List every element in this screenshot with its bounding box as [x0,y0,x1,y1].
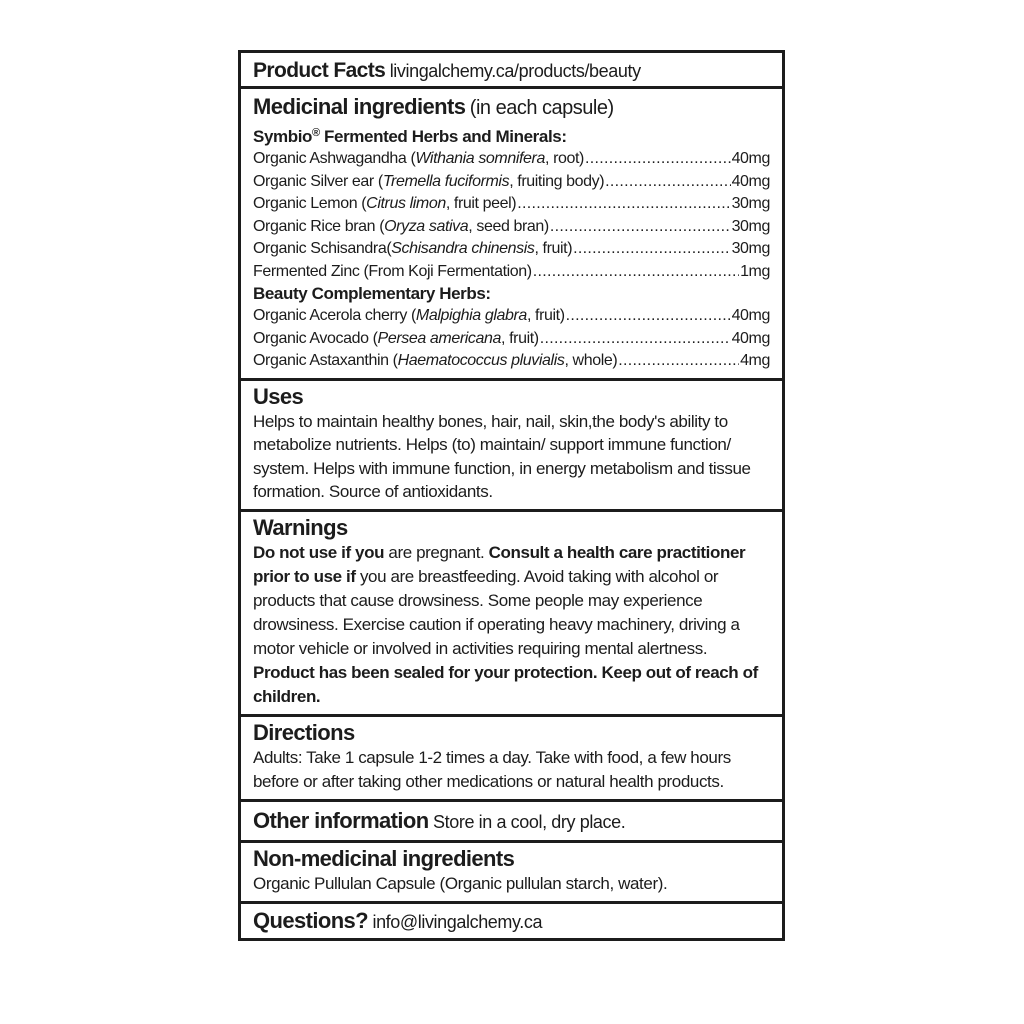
registered-mark: ® [312,127,320,139]
symbio-ingredient-list [253,148,770,283]
product-facts-panel [238,50,785,941]
ingredient-row [253,216,770,239]
dot-leader [618,350,739,373]
ingredient-amount: 4mg [740,352,770,369]
ingredient-name: Organic Silver ear (Tremella fuciformis, fruiting body) [253,172,605,190]
dot-leader [533,261,739,284]
ingredient-row [253,305,770,328]
warnings-title: Warnings [253,514,348,540]
ingredient-name: Organic Lemon (Citrus limon, fruit peel) [253,195,517,212]
ingredient-name: Organic Ashwagandha (Withania somnifera, root) [253,150,584,167]
warnings-text: Do not use if you are pregnant. Consult a health care practitioner prior to use if you are breastfeeding. Avoid taking with alcohol or products that cause drowsiness. Some people may experience drowsiness. Exercise caution if operating heavy machinery, driving a motor vehicle or involved in activities requiring mental alertness. Product has been sealed for your protection. Keep out of reach of children. [253,542,758,706]
uses-text: Helps to maintain healthy bones, hair, nail, skin,the body's ability to metabolize nutrients. Helps (to) maintain/ support immune function/ system. Helps with immune function, in energy metabolism and tissue formation. Source of antioxidants. [253,411,751,501]
questions-title: Questions? [253,907,369,933]
ingredient-amount: 30mg [731,195,770,212]
product-url: livingalchemy.ca/products/beauty [389,61,641,81]
dot-leader [550,216,731,239]
ingredient-row [253,350,770,373]
product-facts-title: Product Facts [253,59,386,82]
ingredient-row [253,328,770,351]
ingredient-name: Organic Rice bran (Oryza sativa, seed bran) [253,217,549,235]
medicinal-ingredients-note: (in each capsule) [469,97,614,119]
ingredient-name: Organic Acerola cherry (Malpighia glabra, fruit) [253,307,565,324]
warnings-section [241,509,782,714]
medicinal-ingredients-title: Medicinal ingredients [253,94,466,119]
questions-section [241,901,782,938]
other-information-section [241,799,782,840]
ingredient-row [253,261,770,284]
ingredient-name: Organic Schisandra(Schisandra chinensis, fruit) [253,240,573,257]
medicinal-ingredients-section [241,86,782,378]
uses-section [241,378,782,509]
ingredient-amount: 30mg [731,217,770,235]
dot-leader [566,305,731,328]
contact-email: info@livingalchemy.ca [372,911,543,932]
other-information-title: Other information [253,807,429,833]
dot-leader [540,328,731,351]
ingredient-amount: 40mg [731,307,770,324]
dot-leader [585,148,731,171]
ingredient-row [253,238,770,261]
beauty-herbs-title: Beauty Complementary Herbs: [253,284,491,303]
non-medicinal-title: Non-medicinal ingredients [253,845,515,871]
beauty-ingredient-list [253,305,770,373]
non-medicinal-section [241,840,782,901]
ingredient-row [253,193,770,216]
directions-title: Directions [253,719,355,745]
ingredient-amount: 40mg [731,150,770,167]
symbio-group-title: Symbio® Fermented Herbs and Minerals: [253,127,567,146]
uses-title: Uses [253,383,304,409]
ingredient-amount: 1mg [740,262,770,280]
dot-leader [517,193,730,216]
directions-section [241,714,782,799]
ingredient-row [253,171,770,194]
ingredient-name: Organic Astaxanthin (Haematococcus pluvialis, whole) [253,352,618,369]
other-information-text: Store in a cool, dry place. [433,811,626,832]
non-medicinal-text: Organic Pullulan Capsule (Organic pullulan starch, water). [253,873,668,893]
ingredient-amount: 40mg [731,329,770,347]
dot-leader [573,238,730,261]
ingredient-amount: 40mg [731,172,770,190]
product-facts-section [241,53,782,86]
ingredient-amount: 30mg [731,240,770,257]
ingredient-name: Fermented Zinc (From Koji Fermentation) [253,262,532,280]
dot-leader [605,171,730,194]
ingredient-row [253,148,770,171]
directions-text: Adults: Take 1 capsule 1-2 times a day. Take with food, a few hours before or after taking other medications or natural health products. [253,747,731,791]
ingredient-name: Organic Avocado (Persea americana, fruit) [253,329,539,347]
